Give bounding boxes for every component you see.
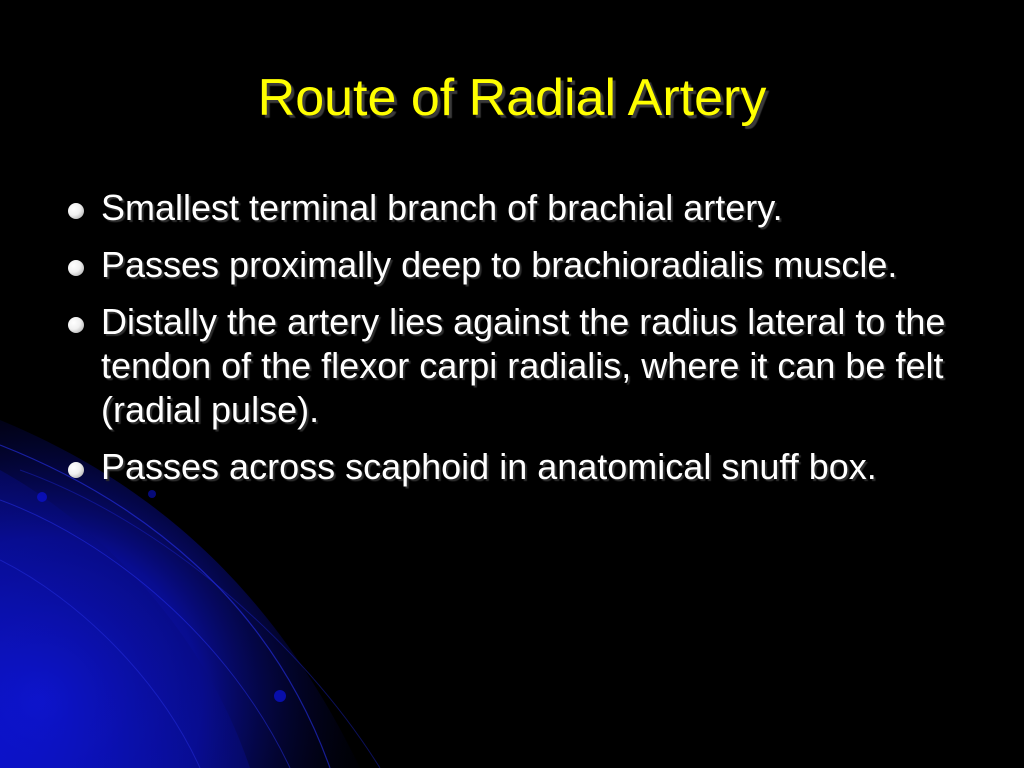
bullet-list	[64, 186, 974, 502]
bullet-text: Passes across scaphoid in anatomical snuff box.	[101, 446, 877, 487]
bullet-icon	[68, 317, 84, 333]
bullet-text: Distally the artery lies against the radius lateral to the tendon of the flexor carpi radialis, where it can be felt (radial pulse).	[101, 301, 946, 430]
bullet-text: Smallest terminal branch of brachial artery.	[101, 187, 783, 228]
slide-title: Route of Radial Artery	[257, 69, 767, 127]
list-item	[64, 243, 974, 287]
list-item	[64, 445, 974, 489]
bullet-icon	[68, 203, 84, 219]
bullet-icon	[68, 462, 84, 478]
list-item	[64, 186, 974, 230]
bullet-icon	[68, 260, 84, 276]
list-item	[64, 300, 974, 432]
bullet-text: Passes proximally deep to brachioradialis muscle.	[101, 244, 898, 285]
